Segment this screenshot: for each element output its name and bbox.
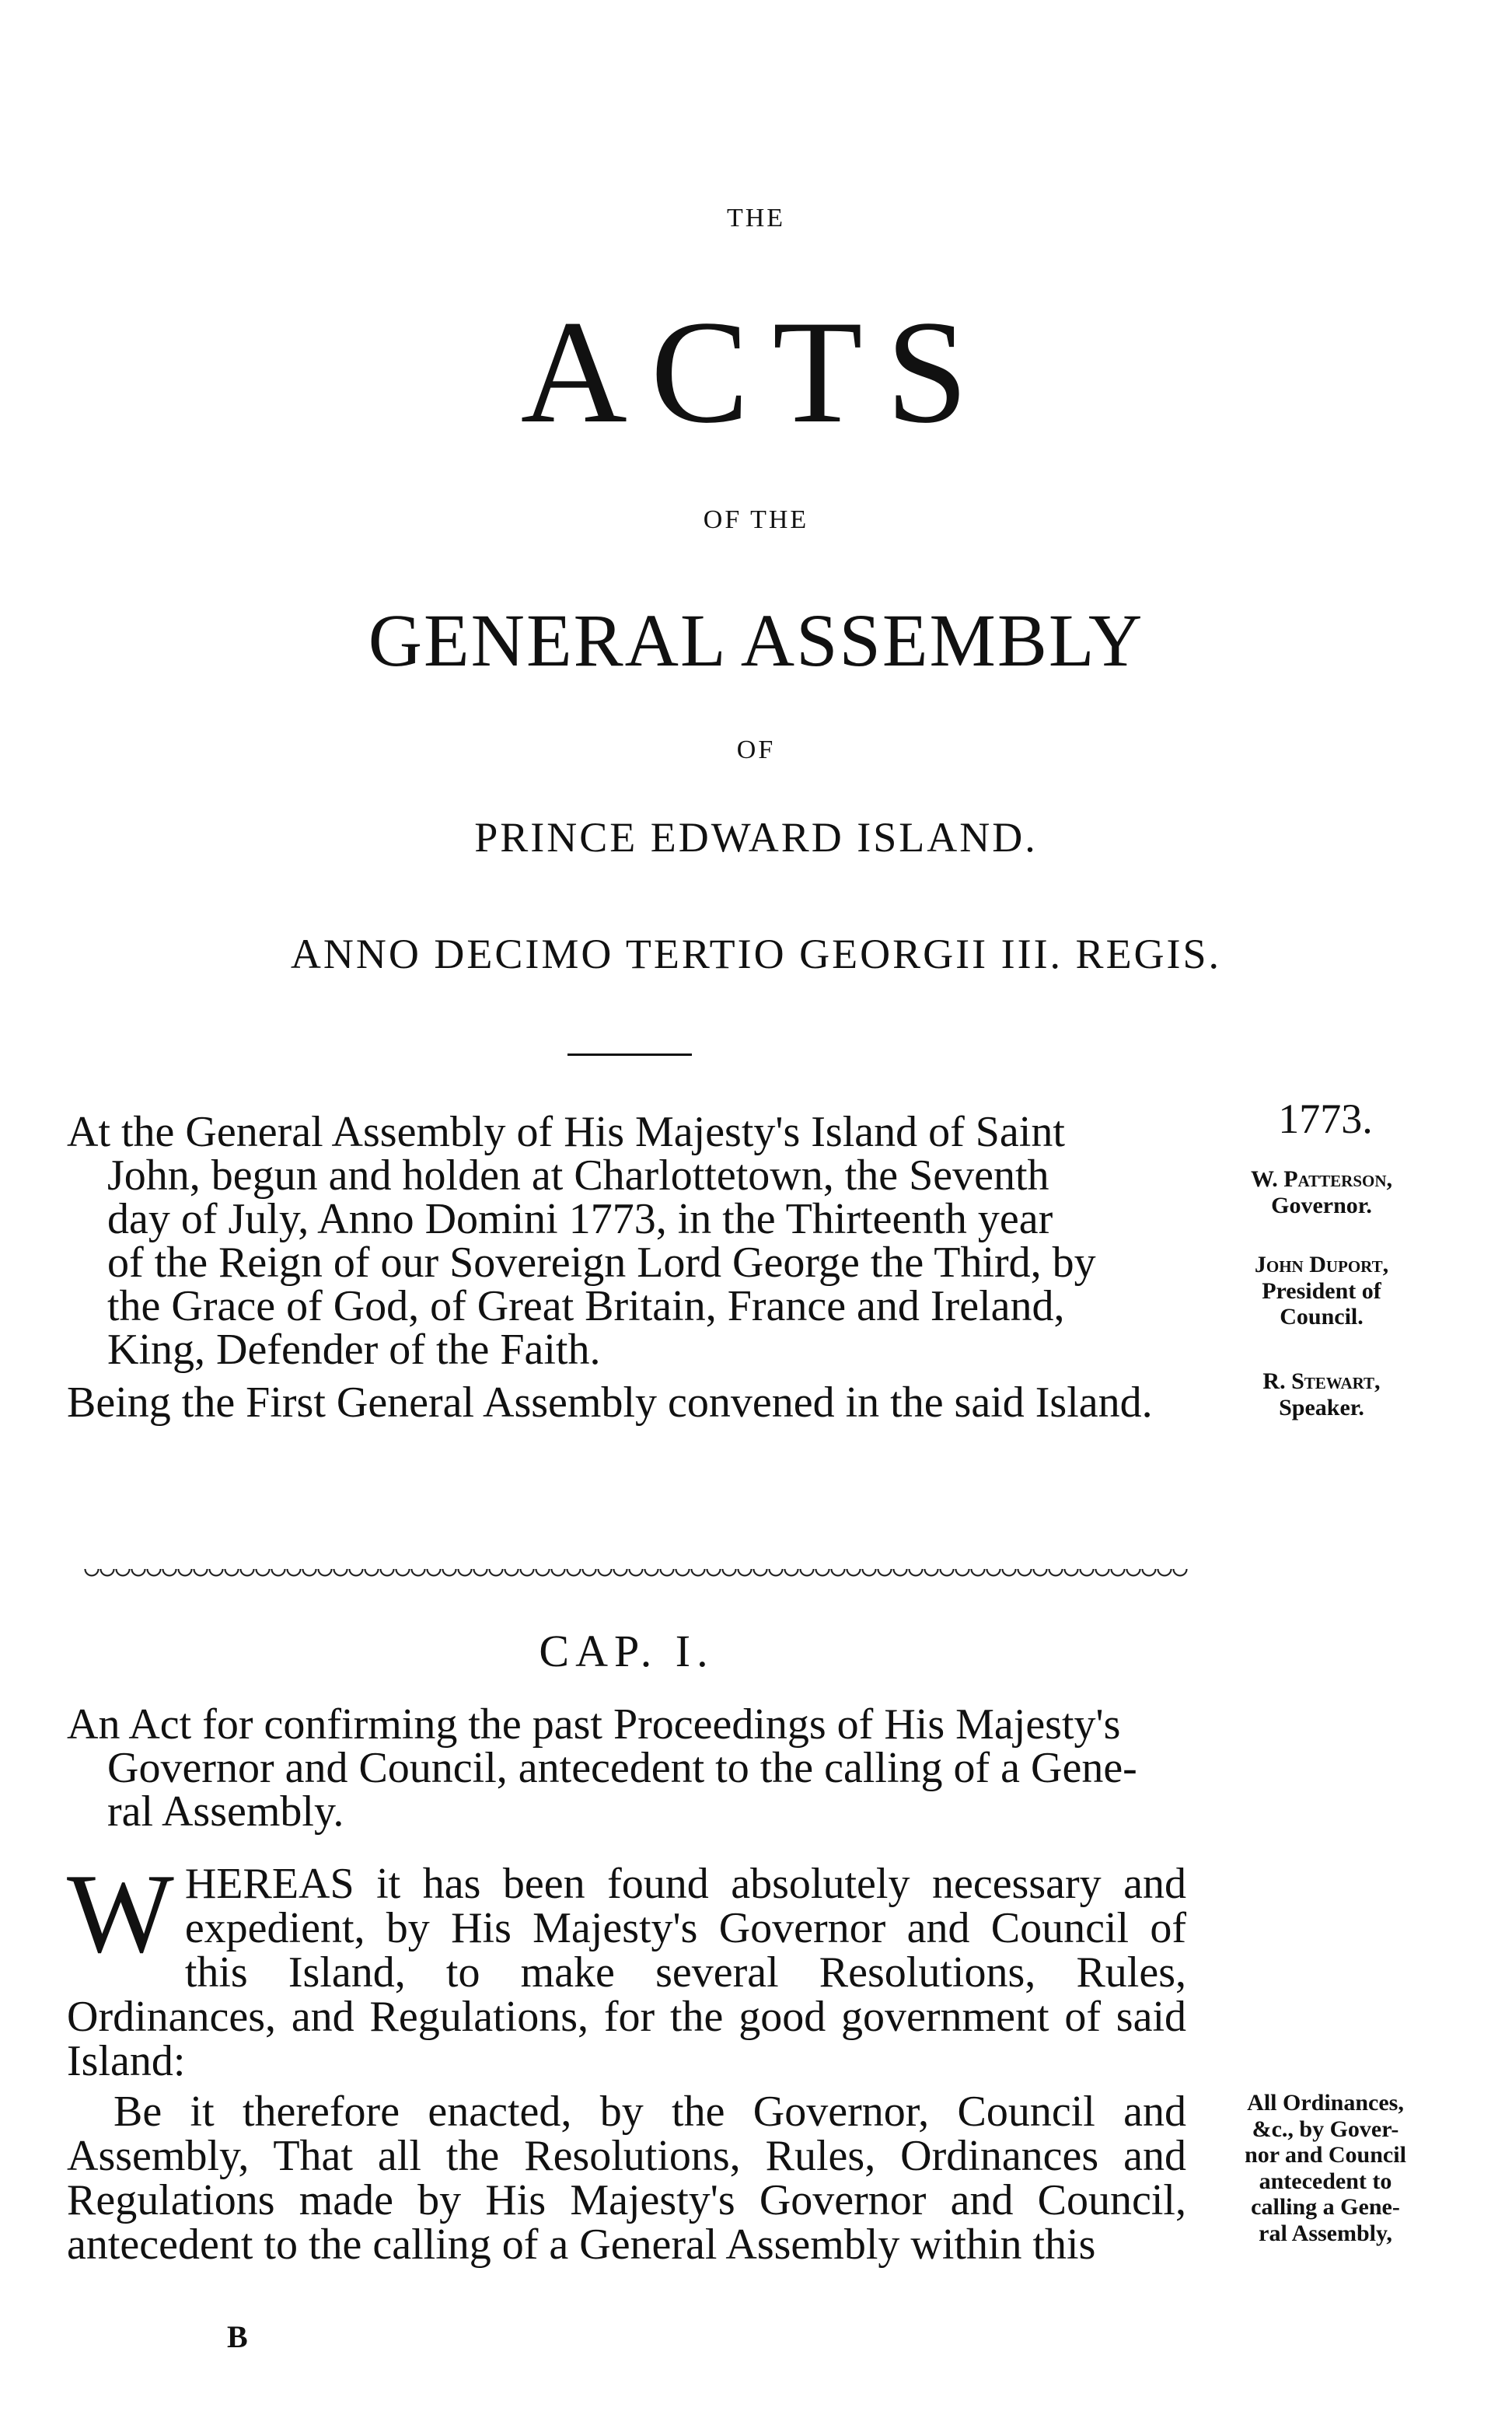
enacting-paragraph: Be it therefore enacted, by the Governor, Council and Assembly, That all the Resolutions, Rules, Ordinances and Regulations made by His Majesty's Governor and Council, antecedent to the calling of a General Assembly within this — [67, 2088, 1186, 2269]
short-rule — [567, 1054, 692, 1056]
title-of: OF — [736, 736, 776, 764]
title-acts: ACTS — [520, 291, 992, 454]
chapter-title — [67, 1700, 1186, 1836]
preamble-line: day of July, Anno Domini 1773, in the Thirteenth year — [107, 1195, 1053, 1243]
first-assembly-line: Being the First General Assembly convened in the said Island. — [67, 1378, 1153, 1427]
title-the: THE — [726, 204, 786, 232]
whereas-text: HEREAS it has been found absolutely necessary and expedient, by His Majesty's Governor and Council of this Island, to make several Resolutions, Rules, Ordinances, and Regulations, for the good government of said Island: — [67, 1860, 1186, 2086]
title-island: PRINCE EDWARD ISLAND. — [474, 814, 1038, 861]
chapter-title-line: ral Assembly. — [107, 1787, 344, 1836]
preamble-line: King, Defender of the Faith. — [107, 1326, 601, 1374]
margin-speaker — [1189, 1368, 1454, 1420]
regnal-year: ANNO DECIMO TERTIO GEORGII III. REGIS. — [290, 931, 1222, 977]
ordinances-note-line: antecedent to — [1259, 2168, 1392, 2194]
ordinances-note-line: calling a Gene- — [1251, 2194, 1400, 2221]
title-general-assembly: GENERAL ASSEMBLY — [368, 599, 1144, 682]
preamble-line: of the Reign of our Sovereign Lord George the Third, by — [107, 1239, 1096, 1287]
president-title-2: Council. — [1280, 1304, 1364, 1330]
chapter-title-line: Governor and Council, antecedent to the calling of a Gene- — [107, 1744, 1137, 1792]
chapter-heading: CAP. I. — [539, 1626, 714, 1676]
margin-president — [1189, 1252, 1454, 1330]
speaker-title: Speaker. — [1279, 1394, 1364, 1420]
margin-year: 1773. — [1278, 1095, 1373, 1142]
chapter-title-line: An Act for confirming the past Proceedings of His Majesty's — [67, 1700, 1121, 1749]
speaker-name: R. Stewart, — [1262, 1368, 1381, 1394]
preamble-line: the Grace of God, of Great Britain, France and Ireland, — [107, 1282, 1065, 1330]
ordinances-note-line: &c., by Gover- — [1252, 2116, 1399, 2142]
president-title-1: President of — [1262, 1277, 1381, 1304]
margin-governor — [1189, 1166, 1454, 1218]
preamble-line: John, begun and holden at Charlottetown, the Seventh — [107, 1151, 1049, 1200]
governor-name: W. Patterson, — [1250, 1166, 1393, 1192]
ordinances-note-line: All Ordinances, — [1247, 2090, 1404, 2116]
whereas-paragraph — [67, 1850, 1186, 2086]
preamble-line: At the General Assembly of His Majesty's Island of Saint — [67, 1108, 1065, 1156]
governor-title: Governor. — [1271, 1192, 1372, 1218]
margin-ordinances-note — [1197, 2090, 1454, 2247]
ordinances-note-line: ral Assembly, — [1259, 2220, 1392, 2246]
preamble — [67, 1108, 1186, 1427]
dropcap-letter: W — [67, 1850, 174, 1976]
signature-mark: B — [227, 2319, 248, 2354]
title-of-the: OF THE — [703, 505, 809, 534]
ordinances-note-line: nor and Council — [1245, 2142, 1406, 2168]
wavy-rule — [84, 1569, 1188, 1577]
president-name: John Duport, — [1254, 1252, 1389, 1277]
